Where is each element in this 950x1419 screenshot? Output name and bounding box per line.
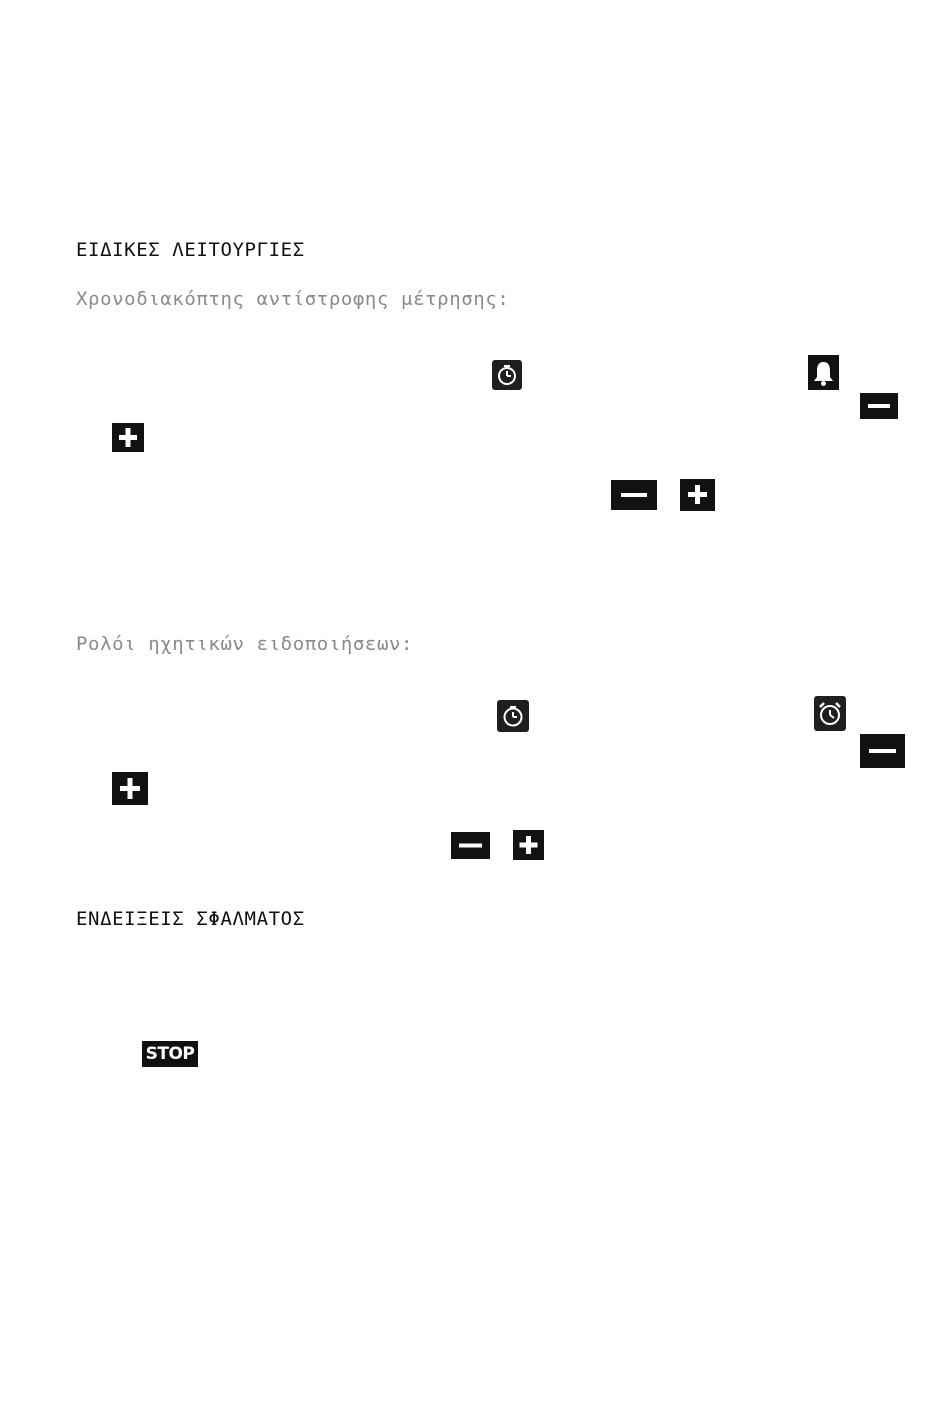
countdown-timer-heading: Χρονοδιακόπτης αντίστροφης μέτρησης: — [76, 288, 510, 310]
minus-icon — [611, 480, 657, 510]
minus-icon — [860, 734, 905, 768]
alarm-clock-icon — [814, 696, 846, 731]
special-functions-heading: ΕΙΔΙΚΕΣ ΛΕΙΤΟΥΡΓΙΕΣ — [76, 239, 305, 261]
plus-icon — [680, 479, 715, 511]
minus-icon — [860, 393, 898, 419]
error-indications-heading: ΕΝΔΕΙΞΕΙΣ ΣΦΑΛΜΑΤΟΣ — [76, 908, 305, 930]
bell-icon — [808, 355, 839, 390]
minus-icon — [451, 832, 490, 859]
alarm-clock-heading: Ρολόι ηχητικών ειδοποιήσεων: — [76, 633, 414, 655]
plus-icon — [112, 772, 148, 805]
stop-icon: STOP — [142, 1041, 198, 1067]
plus-icon — [112, 423, 144, 452]
plus-icon — [513, 830, 544, 860]
timer-button-icon — [497, 700, 529, 732]
timer-button-icon — [492, 360, 522, 390]
